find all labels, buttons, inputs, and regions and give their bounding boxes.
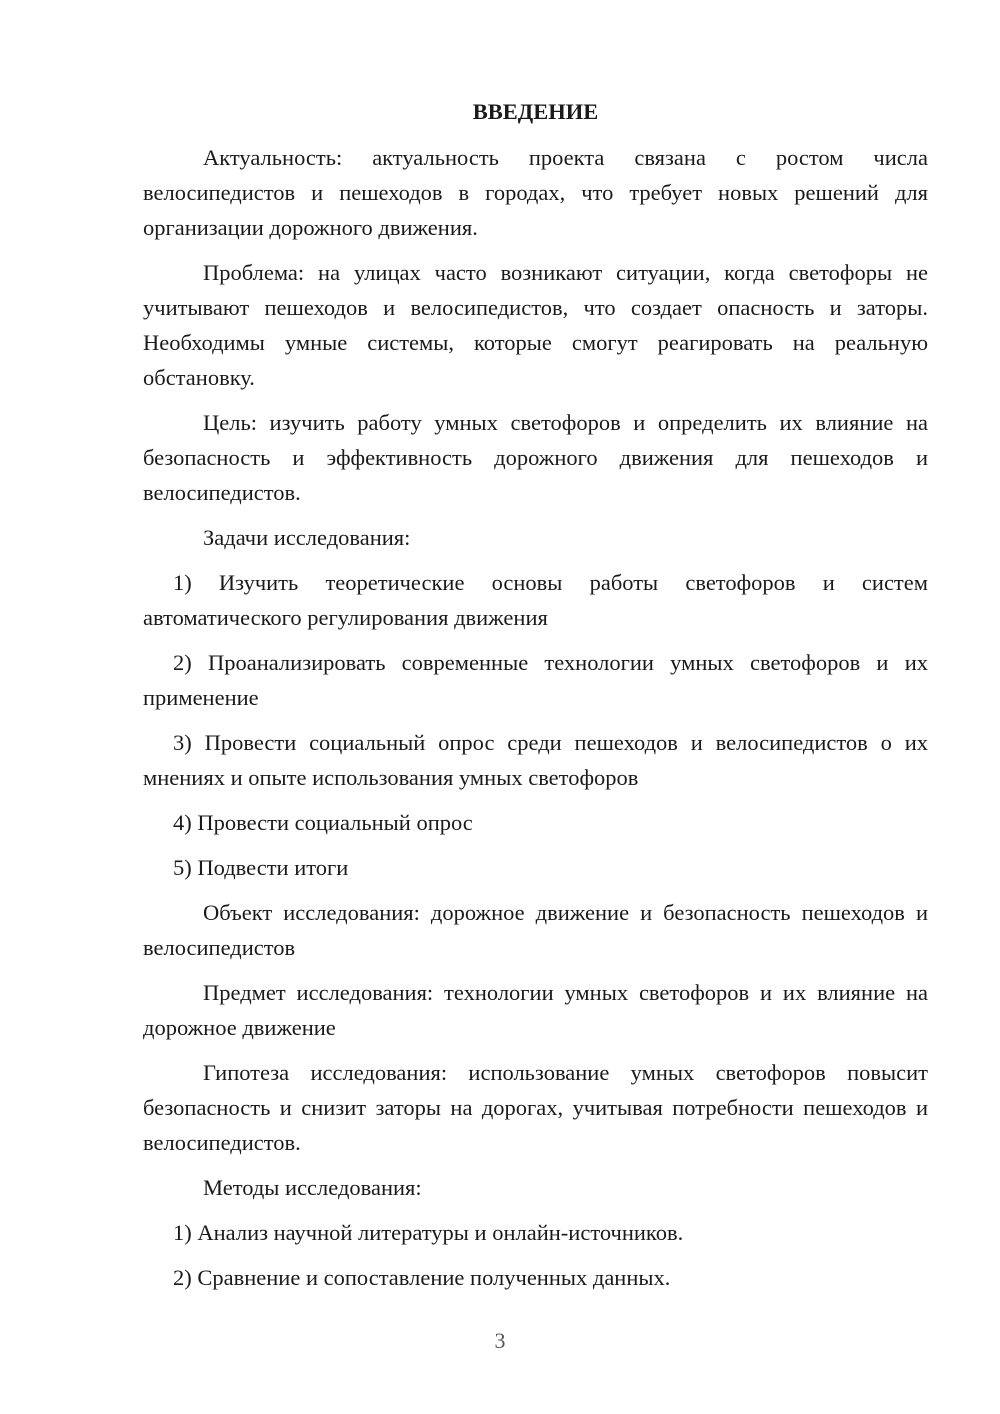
subject-paragraph: Предмет исследования: технологии умных светофоров и их влияние на дорожное движение xyxy=(143,980,928,1040)
document-page xyxy=(143,94,928,1305)
methods-heading: Методы исследования: xyxy=(203,1175,422,1200)
page-title: ВВЕДЕНИЕ xyxy=(472,99,599,124)
task-item-2: 2) Проанализировать современные технологии умных светофоров и их применение xyxy=(143,650,928,710)
task-item-4: 4) Провести социальный опрос xyxy=(173,810,473,835)
object-paragraph: Объект исследования: дорожное движение и безопасность пешеходов и велосипедистов xyxy=(143,900,928,960)
tasks-heading: Задачи исследования: xyxy=(203,525,411,550)
problem-paragraph: Проблема: на улицах часто возникают ситуации, когда светофоры не учитывают пешеходов и велосипедистов, что создает опасность и заторы. Необходимы умные системы, которые смогут реагировать на реальную обстановку. xyxy=(143,260,928,390)
task-item-1: 1) Изучить теоретические основы работы светофоров и систем автоматического регулирования движения xyxy=(143,570,928,630)
task-item-3: 3) Провести социальный опрос среди пешеходов и велосипедистов о их мнениях и опыте использования умных светофоров xyxy=(143,730,928,790)
hypothesis-paragraph: Гипотеза исследования: использование умных светофоров повысит безопасность и снизит заторы на дорогах, учитывая потребности пешеходов и велосипедистов. xyxy=(143,1060,928,1155)
method-item-1: 1) Анализ научной литературы и онлайн-источников. xyxy=(173,1220,684,1245)
goal-paragraph: Цель: изучить работу умных светофоров и определить их влияние на безопасность и эффективность дорожного движения для пешеходов и велосипедистов. xyxy=(143,410,928,505)
task-item-5: 5) Подвести итоги xyxy=(173,855,349,880)
relevance-paragraph: Актуальность: актуальность проекта связана с ростом числа велосипедистов и пешеходов в городах, что требует новых решений для организации дорожного движения. xyxy=(143,145,928,240)
method-item-2: 2) Сравнение и сопоставление полученных данных. xyxy=(173,1265,671,1290)
page-number: 3 xyxy=(494,1328,506,1353)
